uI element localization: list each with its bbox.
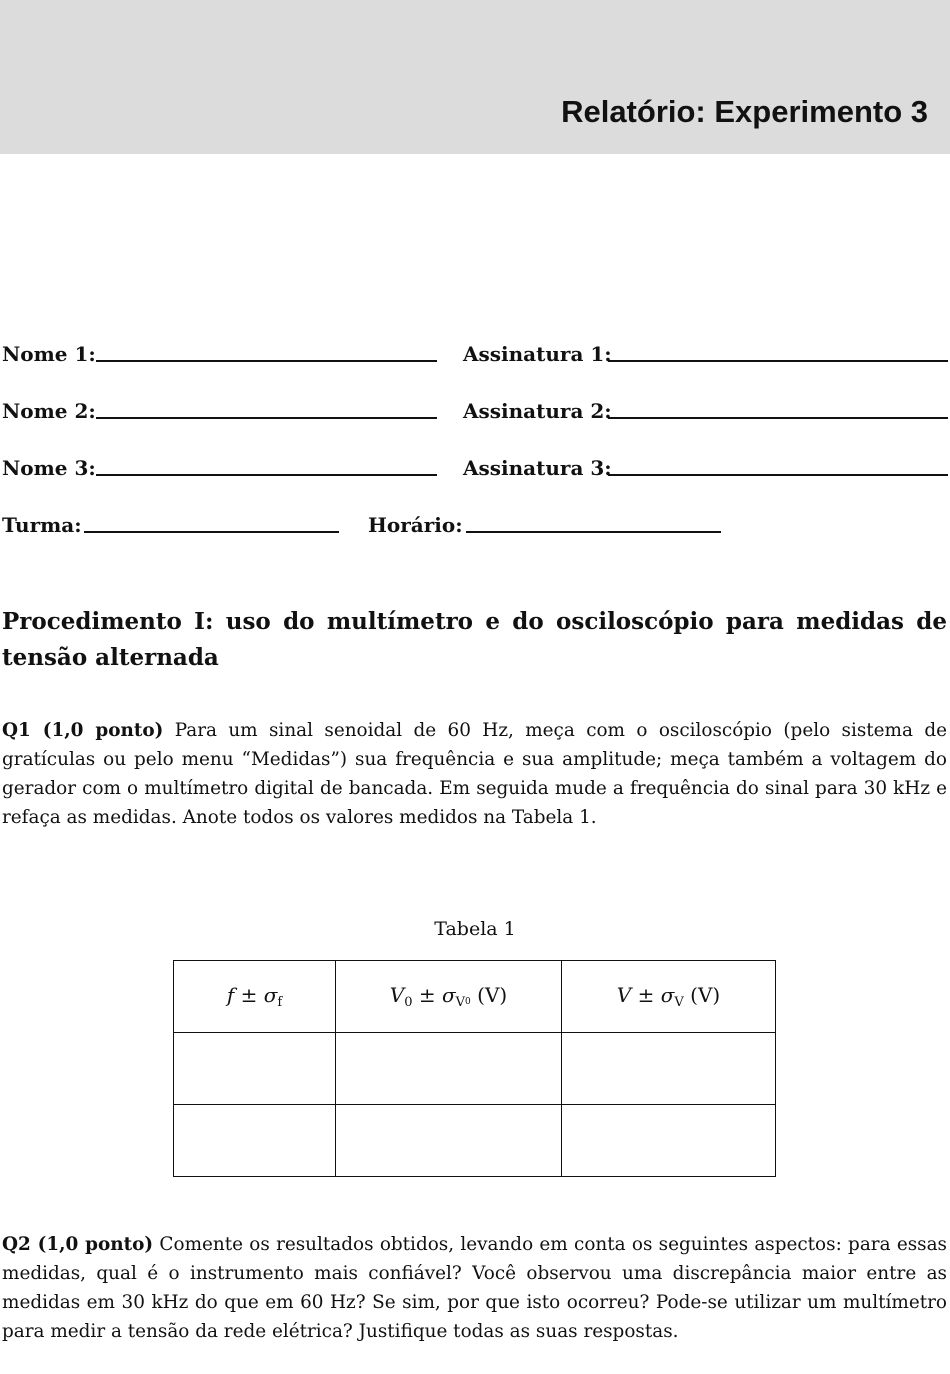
horario-label: Horário: [368,513,463,537]
nome-3-field[interactable] [2,448,438,478]
assinatura-3-field[interactable] [463,448,950,478]
table-cell[interactable] [336,1105,562,1177]
assinatura-2-line[interactable] [608,417,948,419]
question-1-text: Para um sinal senoidal de 60 Hz, meça com o osciloscópio (pelo sistema de gratículas ou pelo menu “Medidas”) sua frequência e sua amplitude; meça também a voltagem do gerador com o multímetro digital de bancada. Em seguida mude a frequência do sinal para 30 kHz e refaça as medidas. Anote todos os valores medidos na Tabela 1. [2,720,947,828]
assinatura-3-label: Assinatura 3: [463,456,612,480]
signature-row-2 [0,391,950,421]
table-caption: Tabela 1 [434,918,516,940]
nome-3-label: Nome 3: [2,456,96,480]
question-1-label: Q1 (1,0 ponto) [2,720,164,741]
turma-label: Turma: [2,513,82,537]
nome-1-line[interactable] [96,360,437,362]
header-frequency: $f \pm \sigma_f$ [174,961,336,1033]
table-cell[interactable] [336,1033,562,1105]
turma-field[interactable] [2,505,342,535]
table-cell[interactable] [562,1105,776,1177]
nome-2-line[interactable] [96,417,437,419]
horario-line[interactable] [466,531,721,533]
question-2-label: Q2 (1,0 ponto) [2,1234,154,1255]
section-title: Procedimento I: uso do multímetro e do osciloscópio para medidas de tensão alternada [2,608,947,671]
assinatura-2-field[interactable] [463,391,950,421]
assinatura-1-label: Assinatura 1: [463,342,612,366]
table-header-row [174,961,776,1033]
class-row [0,505,950,535]
table-cell[interactable] [174,1105,336,1177]
nome-1-field[interactable] [2,334,438,364]
header-band [0,0,950,154]
table-row [174,1105,776,1177]
signature-row-1 [0,334,950,364]
assinatura-1-line[interactable] [608,360,948,362]
assinatura-2-label: Assinatura 2: [463,399,612,423]
nome-2-field[interactable] [2,391,438,421]
question-1 [2,716,947,832]
assinatura-1-field[interactable] [463,334,950,364]
question-2-text: Comente os resultados obtidos, levando em conta os seguintes aspectos: para essas medidas, qual é o instrumento mais confiável? Você observou uma discrepância maior entre as medidas em 30 kHz do que em 60 Hz? Se sim, por que isto ocorreu? Pode-se utilizar um multímetro para medir a tensão da rede elétrica? Justifique todas as suas respostas. [2,1234,947,1342]
header-amplitude: $V_0 \pm \sigma_V0$ (V) [336,961,562,1033]
signature-row-3 [0,448,950,478]
nome-1-label: Nome 1: [2,342,96,366]
horario-field[interactable] [368,505,728,535]
measurement-table [173,960,776,1177]
report-title: Relatório: Experimento 3 [561,94,928,129]
header-voltage: $V \pm \sigma_V$ (V) [562,961,776,1033]
table-row [174,1033,776,1105]
table-cell[interactable] [174,1033,336,1105]
assinatura-3-line[interactable] [608,474,948,476]
nome-3-line[interactable] [96,474,437,476]
turma-line[interactable] [84,531,339,533]
nome-2-label: Nome 2: [2,399,96,423]
question-2 [2,1230,947,1346]
table-cell[interactable] [562,1033,776,1105]
